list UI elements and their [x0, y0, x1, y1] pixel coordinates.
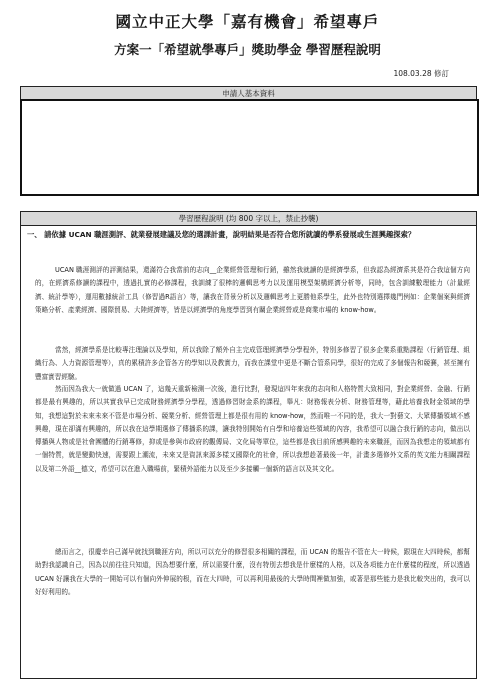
essay-paragraph-4: 總而言之，很慶幸自己滿早就找到職涯方向，所以可以充分的修習很多相關的課程，而 UCAN 的報告不管在大一時候，跟現在大四時候，都幫助對我認識自己，因為以前往往只知道，因為想要什麼，所以需要什麼，沒有特別去想我是什麼樣的人格，以及各項能力在什麼樣的程度，所以透過 UCAN 好讓我在大學的一開始可以有個向外伸展的根，而在大四時，可以再利用最後的大學時間裡做加強，或著是那些能力是我比較突出的，我可以好好利用的。 — [35, 548, 470, 596]
learning-history-box — [20, 225, 477, 679]
learning-history-heading: 學習歷程說明 (均 800 字以上，禁止抄襲) — [20, 211, 477, 226]
question-prompt: 一、 請依據 UCAN 職涯測評、就業發展建議及您的選課計畫，說明結果是否符合您所就讀的學系發展或生涯興趣探索？ — [27, 230, 416, 239]
form-subtitle: 方案一「希望就學專戶」獎助學金 學習歷程說明 — [114, 42, 381, 57]
revision-date: 108.03.28 修訂 — [393, 69, 449, 78]
essay-paragraph-2: 當然，經濟學系是比較專注理論以及學知，所以我除了額外自主完成管理經濟學分學程外，特別多修習了很多企業系重點課程（行銷管理、組織行為、人力資源管理等），真的累積許多企管各方的學知以及教實力，而我在課堂中更是不斷合管系同學，很好的完成了多個報告和競賽，甚至擁有豐富實習經驗。 — [35, 346, 470, 381]
applicant-info-box — [20, 99, 479, 196]
essay-paragraph-1: UCAN 職涯測評的評測結果，還滿符合我當前的志向__企業經營管理和行銷，雖然我就讀的是經濟學系，但我認為經濟系其是符合我這個方向的，在經濟系修讀的課程中，透過扎實的必修課程，我訓練了很棒的邏輯思考力以及運用模型架構經濟分析等，同時，包含訓練數理能力（計量經濟、統計學等），運用數據統計工具（修習過R語言）等，讓我在背景分析以及邏輯思考上更勝他系學生，此外也特別選擇幾門例如：企業個案與經濟策略分析、產業經濟、國際貿易、大陸經濟等，皆是以經濟學的角度學習到有關企業經營或是商業市場的 know-how。 — [35, 266, 470, 314]
form-title: 國立中正大學「嘉有機會」希望專戶 — [115, 12, 380, 31]
essay-paragraph-3: 然而因為我大一就做過 UCAN 了，這幾天重新檢測一次後，進行比對，發現這四年來我的志向和人格特質大致相同，對企業經營、金融、行銷都是最有興趣的，所以其實我早已完成財務經濟學分學程，透過修習財金系的課程，舉凡：財務報表分析、財務管理等，藉此培養我財金領域的學知，我想這對於未來未來不管是市場分析、競業分析、經營管理上都是很有用的 know-how，然而唯一不同的是，我大一對藝文、大眾傳播領域不感興趣，現在卻滿有興趣的，所以我在這學期選修了傳播系的課，讓我特別開始有自學和培養這些領域的內容，我希望可以融合我行銷的志向，做出以傳播與人物或是社會團體的行銷專修，抑或是參與市政府的觀傳局、文化局等單位，這些都是我目前所感興趣的未來職涯，而因為我想走的領域都有一個特質，就是變動快速，需要跟上潮流，未來又是資訊來源多樣又國際化的社會，所以我想趁著最後一年，計畫多選修外文系的英文能力相關課程以及第二外語__德文，希望可以在進入職場前，緊積外語能力以及至少多接觸一個新的語言以及其文化。 — [35, 385, 470, 473]
applicant-info-heading: 申請人基本資料 — [20, 86, 477, 101]
